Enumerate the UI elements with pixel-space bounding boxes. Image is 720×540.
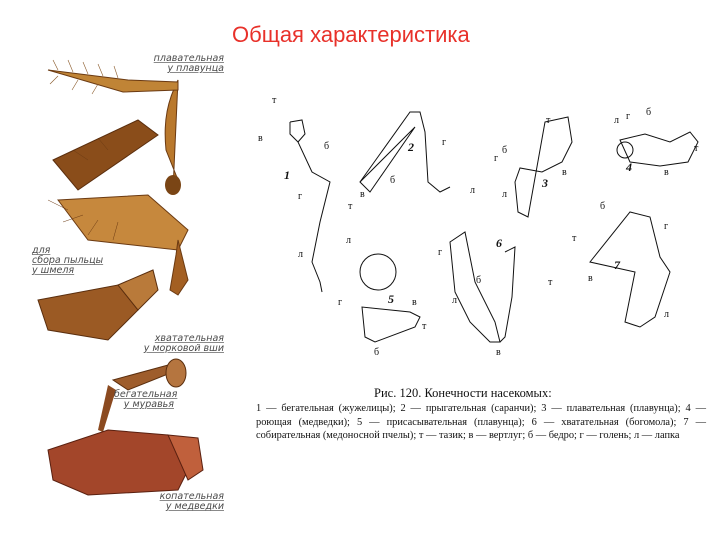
label-g-4: г: [626, 111, 631, 122]
figure-number-4: 4: [626, 160, 632, 174]
label-grasping: хватательная у морковой вши: [143, 333, 224, 354]
limb-5-drawing: [360, 254, 396, 290]
label-t-7: т: [572, 233, 577, 244]
label-t-5: т: [422, 321, 427, 332]
label-v-7: в: [588, 273, 593, 284]
figure-number-7: 7: [614, 258, 620, 272]
label-v-3: в: [562, 167, 567, 178]
slide-title: Общая характеристика: [232, 22, 470, 47]
label-g-1: г: [298, 191, 303, 202]
label-digging: копательная у медведки: [159, 491, 224, 512]
label-l-1: л: [298, 249, 303, 260]
limb-6-drawing: [450, 232, 500, 342]
label-v-1: в: [258, 133, 263, 144]
label-v-5: в: [412, 297, 417, 308]
figure-caption-title: Рис. 120. Конечности насекомых:: [374, 386, 552, 400]
label-running: бегательная у муравья: [114, 389, 178, 410]
label-l-5: л: [346, 235, 351, 246]
label-g-2: г: [442, 137, 447, 148]
label-t-3: т: [546, 115, 551, 126]
label-t-1: т: [272, 95, 277, 106]
figure-number-2: 2: [408, 140, 414, 154]
label-b-1: б: [324, 141, 330, 152]
label-v-4: в: [664, 167, 669, 178]
label-g-6: г: [438, 247, 443, 258]
label-l-6: л: [452, 295, 457, 306]
label-g-5: г: [338, 297, 343, 308]
figure-caption-body: 1 — бегательная (жужелицы); 2 — прыгательная (саранчи); 3 — плавательная (плавунца); 4 — роющая (медведки); 5 — присасывательная (плавунца); 6 — хватательная (богомола); 7 — собирательная (медоносной пчелы); т — тазик; в — вертлуг; б — бедро; г — голень; л — лапка: [256, 403, 706, 441]
limbs-figure: [250, 92, 710, 377]
label-t-2: т: [348, 201, 353, 212]
label-l-3: л: [502, 189, 507, 200]
label-swimming: плавательная у плавунца: [153, 53, 224, 74]
label-b-6: б: [476, 275, 482, 286]
limb-7-drawing: [590, 212, 670, 327]
label-t-4: т: [694, 143, 699, 154]
label-g-3: г: [494, 153, 499, 164]
label-b-4: б: [646, 107, 652, 118]
label-b-7: б: [600, 201, 606, 212]
label-pollen: для сбора пыльцы у шмеля: [32, 245, 104, 276]
label-b-5: б: [374, 347, 380, 358]
label-l-4: л: [614, 115, 619, 126]
label-v-6: в: [496, 347, 501, 358]
label-b-3: б: [502, 145, 508, 156]
label-l-2: л: [470, 185, 475, 196]
label-g-7: г: [664, 221, 669, 232]
figure-number-1: 1: [284, 168, 290, 182]
figure-number-3: 3: [542, 176, 548, 190]
label-b-2: б: [390, 175, 396, 186]
figure-number-6: 6: [496, 236, 502, 250]
label-l-7: л: [664, 309, 669, 320]
label-v-2: в: [360, 189, 365, 200]
limbs-line-art: [250, 92, 710, 377]
leg-illustrations: [28, 40, 228, 510]
figure-number-5: 5: [388, 292, 394, 306]
limb-2-drawing: [360, 112, 450, 192]
label-t-6: т: [548, 277, 553, 288]
